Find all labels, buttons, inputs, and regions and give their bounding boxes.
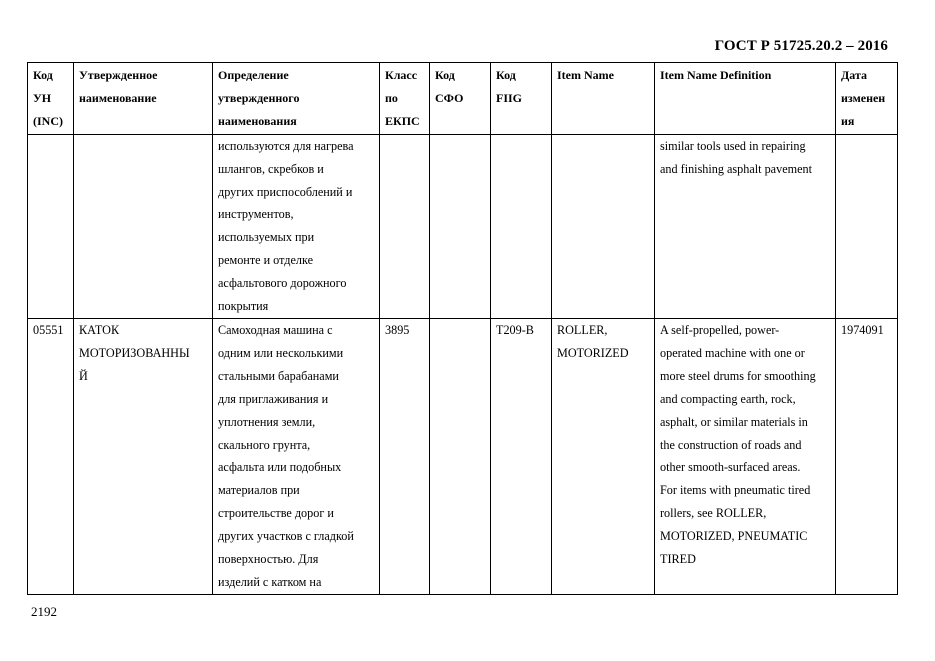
cell-line: используются для нагрева [218, 138, 354, 153]
cell-line: Код [435, 68, 455, 82]
cell-line: строительстве дорог и [218, 506, 334, 521]
document-standard-header: ГОСТ Р 51725.20.2 – 2016 [714, 38, 888, 54]
header-code-un [28, 63, 74, 135]
cell-line: T209-B [496, 322, 534, 337]
cell-class-ekps [380, 134, 430, 318]
cell-item-name-definition [655, 318, 836, 594]
cell-line: For items with pneumatic tired [660, 483, 811, 498]
cell-line: уплотнения земли, [218, 414, 316, 429]
cell-line: and finishing asphalt pavement [660, 161, 812, 176]
table-row [28, 134, 898, 318]
cell-code-un [28, 318, 74, 594]
cell-line: rollers, see ROLLER, [660, 506, 767, 521]
cell-line: наименование [79, 90, 157, 105]
cell-line: шлангов, скребков и [218, 161, 324, 176]
table-row [28, 318, 898, 594]
cell-line: КАТОК [79, 322, 120, 337]
cell-item-name-definition [655, 134, 836, 318]
cell-line: MOTORIZED [557, 345, 629, 360]
cell-code-fiig [491, 134, 552, 318]
cell-line: 1974091 [841, 322, 884, 337]
cell-code-fiig [491, 318, 552, 594]
cell-line: Определение [218, 68, 289, 82]
cell-line: асфальта или подобных [218, 460, 342, 475]
cell-line: and compacting earth, rock, [660, 391, 796, 406]
cell-line: утвержденного [218, 90, 300, 105]
header-item-name [552, 63, 655, 135]
cell-definition [213, 318, 380, 594]
cell-line: TIRED [660, 552, 696, 567]
cell-line: изделий с катком на [218, 574, 322, 589]
page-number: 2192 [31, 604, 57, 619]
cell-line: Самоходная машина с [218, 322, 333, 337]
cell-line: other smooth-surfaced areas. [660, 460, 801, 475]
cell-line: Item Name [557, 68, 614, 82]
cell-line: покрытия [218, 299, 269, 314]
header-date-changed [836, 63, 898, 135]
cell-line: MOTORIZED, PNEUMATIC [660, 529, 808, 544]
cell-line: 05551 [33, 322, 64, 337]
cell-line: Код [496, 68, 516, 82]
header-class-ekps [380, 63, 430, 135]
cell-line: the construction of roads and [660, 437, 802, 452]
header-definition [213, 63, 380, 135]
cell-item-name [552, 318, 655, 594]
cell-line: Класс [385, 68, 418, 82]
cell-class-ekps [380, 318, 430, 594]
cell-line: асфальтового дорожного [218, 276, 347, 291]
cell-line: ЕКПС [385, 113, 420, 128]
cell-approved-name [74, 318, 213, 594]
cell-line: материалов при [218, 483, 300, 498]
cell-date-changed [836, 318, 898, 594]
cell-line: наименования [218, 113, 297, 128]
cell-line: operated machine with one or [660, 345, 805, 360]
cell-code-un [28, 134, 74, 318]
header-approved-name [74, 63, 213, 135]
cell-line: ROLLER, [557, 322, 608, 337]
cell-code-sfo [430, 318, 491, 594]
cell-line: изменен [841, 90, 886, 105]
cell-line: инструментов, [218, 207, 294, 222]
header-code-fiig [491, 63, 552, 135]
cell-line: ремонте и отделке [218, 253, 313, 268]
cell-line: ия [841, 113, 855, 128]
cell-line: используемых при [218, 230, 315, 245]
cell-line: стальными барабанами [218, 368, 339, 383]
cell-line: asphalt, or similar materials in [660, 414, 808, 429]
cell-line: других приспособлений и [218, 184, 353, 199]
cell-line: по [385, 90, 398, 105]
cell-line: скального грунта, [218, 437, 311, 452]
cell-line: Утвержденное [79, 68, 158, 82]
cell-definition [213, 134, 380, 318]
cell-line: для приглаживания и [218, 391, 329, 406]
cell-line: 3895 [385, 322, 410, 337]
cell-line: МОТОРИЗОВАННЫ [79, 345, 190, 360]
cell-date-changed [836, 134, 898, 318]
cell-line: Item Name Definition [660, 68, 772, 82]
cell-line: поверхностью. Для [218, 552, 319, 567]
cell-line: СФО [435, 90, 464, 105]
cell-line: similar tools used in repairing [660, 138, 806, 153]
cell-approved-name [74, 134, 213, 318]
cell-code-sfo [430, 134, 491, 318]
item-name-table [27, 62, 898, 595]
table-header-row [28, 63, 898, 135]
cell-line: других участков с гладкой [218, 529, 354, 544]
cell-line: УН [33, 90, 52, 105]
cell-line: Код [33, 68, 53, 82]
cell-line: (INC) [33, 113, 63, 128]
cell-line: Дата [841, 68, 867, 82]
cell-line: одним или несколькими [218, 345, 344, 360]
cell-line: FIIG [496, 90, 523, 105]
cell-line: A self-propelled, power- [660, 322, 780, 337]
cell-line: more steel drums for smoothing [660, 368, 816, 383]
header-code-sfo [430, 63, 491, 135]
cell-item-name [552, 134, 655, 318]
cell-line: Й [79, 368, 88, 383]
header-item-name-definition [655, 63, 836, 135]
